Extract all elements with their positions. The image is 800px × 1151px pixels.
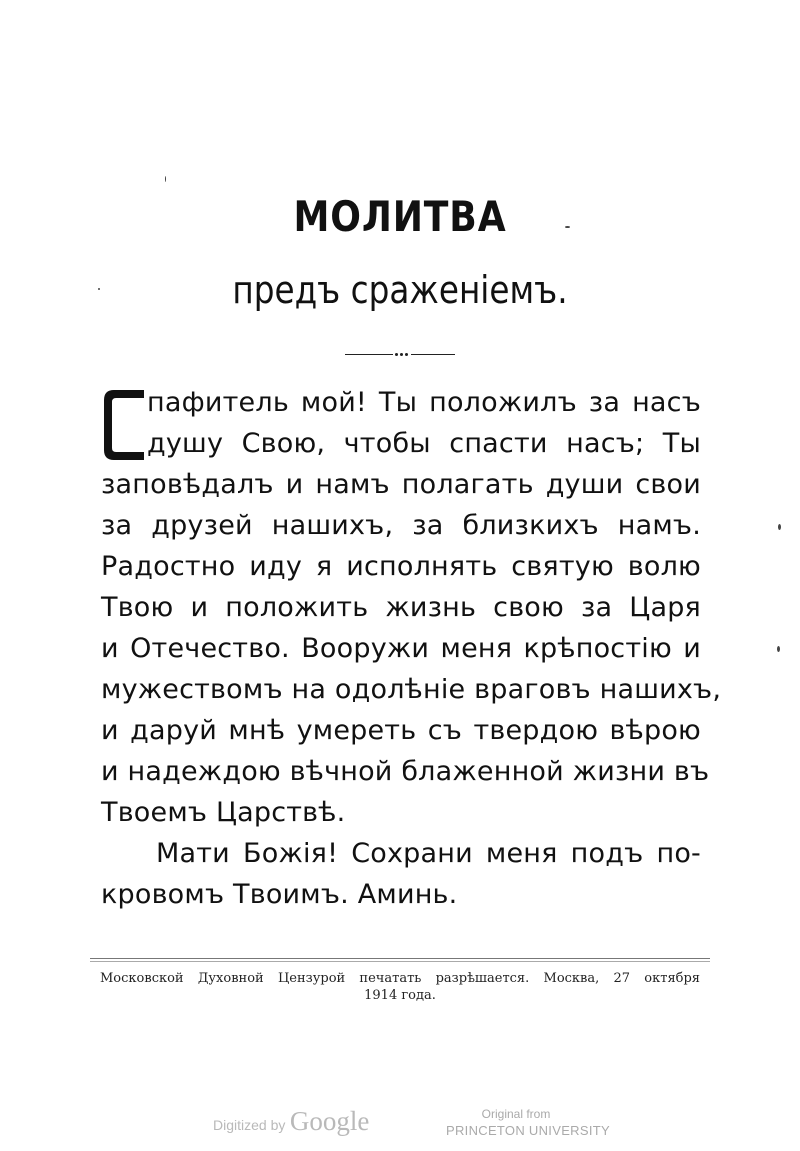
- prayer-line: душу Свою, чтобы спасти насъ; Ты: [147, 428, 701, 459]
- closing-line: кровомъ Твоимъ. Аминь.: [101, 879, 458, 910]
- title-ornament: [345, 353, 455, 357]
- paper-speck: [777, 646, 780, 652]
- prayer-line: и надеждою вѣчной блаженной жизни въ: [101, 756, 710, 787]
- prayer-line: пафитель мой! Ты положилъ за насъ: [147, 387, 701, 418]
- princeton-watermark: [446, 1107, 610, 1139]
- page-subtitle: предъ сраженіемъ.: [232, 268, 568, 312]
- censorship-note: [100, 970, 700, 1004]
- digitized-by-google-watermark: [213, 1106, 369, 1137]
- censorship-year: 1914 года.: [364, 988, 436, 1003]
- prayer-line: Радостно иду я исполнять святую волю: [101, 551, 701, 582]
- paper-speck: [778, 524, 781, 530]
- footer-rule: [90, 958, 710, 959]
- paper-speck: [98, 288, 100, 290]
- prayer-line: Твоемъ Царствѣ.: [101, 797, 346, 828]
- prayer-line: Твою и положить жизнь свою за Царя: [101, 592, 701, 623]
- paper-speck: [565, 226, 570, 228]
- prayer-line: и даруй мнѣ умереть съ твердою вѣрою: [101, 715, 701, 746]
- closing-line: Мати Божія! Сохрани меня подъ по-: [156, 838, 701, 869]
- censorship-line: Московской Духовной Цензурой печатать разрѣшается. Москва, 27 октября: [100, 971, 700, 986]
- google-logo: Google: [289, 1106, 370, 1136]
- prayer-line: за друзей нашихъ, за близкихъ намъ.: [101, 510, 701, 541]
- prayer-line: заповѣдалъ и намъ полагать души свои: [101, 469, 701, 500]
- prayer-line: мужествомъ на одолѣніе враговъ нашихъ,: [101, 674, 722, 705]
- institution-label: PRINCETON UNIVERSITY: [446, 1123, 610, 1138]
- digitized-by-label: Digitized by: [213, 1117, 286, 1133]
- paper-speck: [165, 176, 166, 182]
- prayer-body: [101, 382, 722, 915]
- page-title: МОЛИТВА: [293, 192, 507, 241]
- prayer-line: и Отечество. Вооружи меня крѣпостію и: [101, 633, 701, 664]
- original-from-label: Original from: [481, 1107, 551, 1121]
- footer-rule-secondary: [90, 961, 710, 962]
